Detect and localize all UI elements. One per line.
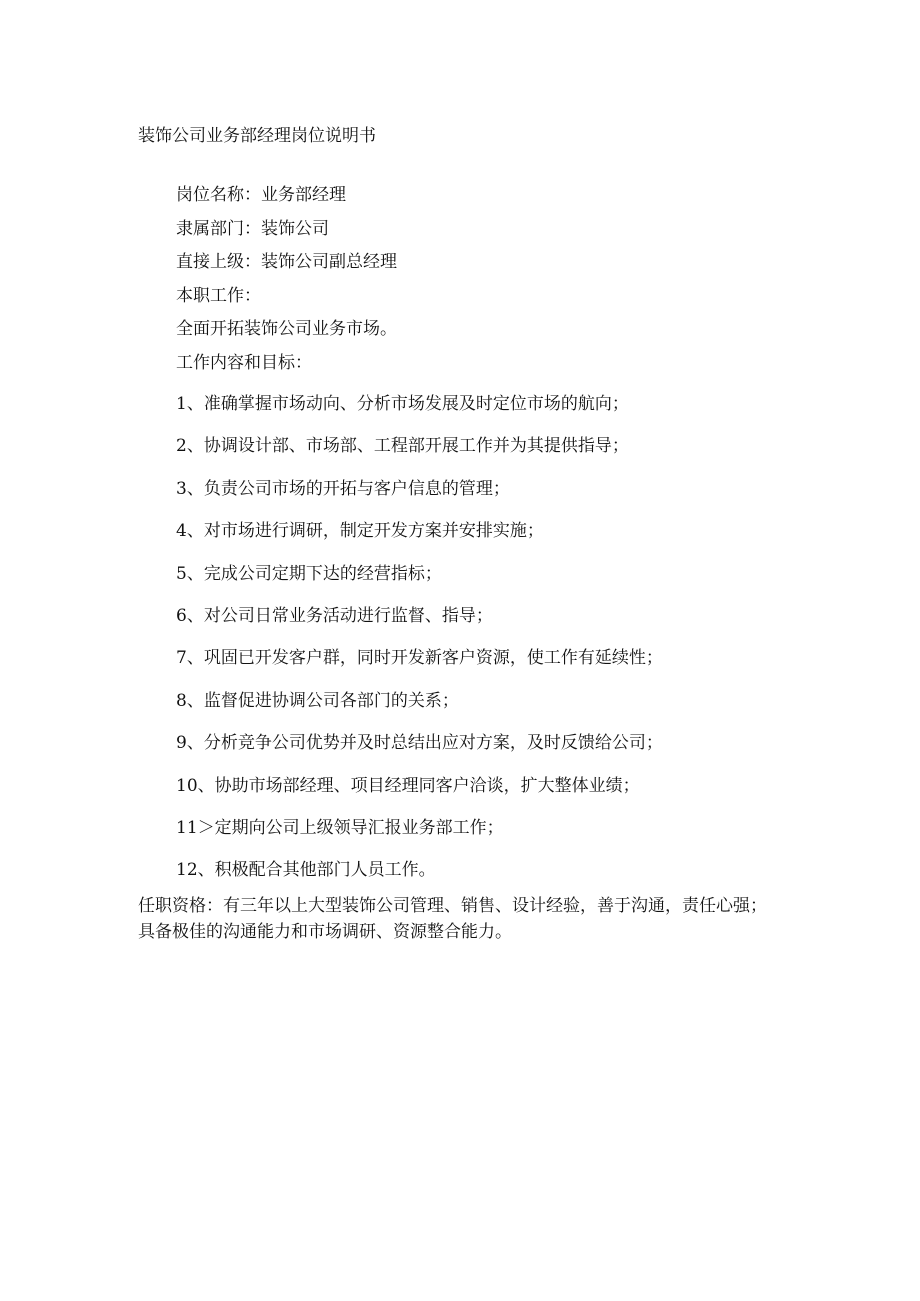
info-line-supervisor: 直接上级：装饰公司副总经理	[176, 252, 397, 272]
info-line-position-name: 岗位名称：业务部经理	[176, 185, 346, 205]
duty-item-4: 4、对市场进行调研，制定开发方案并安排实施；	[176, 521, 544, 542]
duty-item-1: 1、准确掌握市场动向、分析市场发展及时定位市场的航向；	[176, 394, 629, 414]
job-info-section	[176, 179, 776, 380]
duties-list	[176, 383, 776, 892]
document-title: 装饰公司业务部经理岗位说明书	[138, 126, 376, 146]
duty-item-9: 9、分析竞争公司优势并及时总结出应对方案，及时反馈给公司；	[176, 733, 663, 754]
info-line-duty-heading: 本职工作：	[176, 285, 261, 306]
info-line-duty-summary: 全面开拓装饰公司业务市场。	[176, 319, 397, 339]
info-line-department: 隶属部门：装饰公司	[176, 218, 329, 239]
duty-item-12: 12、积极配合其他部门人员工作。	[176, 860, 436, 881]
qualification-paragraph: 任职资格：有三年以上大型装饰公司管理、销售、设计经验，善于沟通，责任心强；具备极佳的沟通能力和市场调研、资源整合能力。	[138, 896, 767, 942]
duty-item-11: 11＞定期向公司上级领导汇报业务部工作；	[176, 818, 504, 839]
duty-item-6: 6、对公司日常业务活动进行监督、指导；	[176, 606, 493, 627]
duty-item-2: 2、协调设计部、市场部、工程部开展工作并为其提供指导；	[176, 436, 629, 457]
duty-item-5: 5、完成公司定期下达的经营指标；	[176, 563, 442, 584]
duty-item-3: 3、负责公司市场的开拓与客户信息的管理；	[176, 478, 510, 499]
duty-item-10: 10、协助市场部经理、项目经理同客户洽谈，扩大整体业绩；	[176, 775, 640, 796]
duty-item-7: 7、巩固已开发客户群，同时开发新客户资源，使工作有延续性；	[176, 648, 663, 669]
duty-item-8: 8、监督促进协调公司各部门的关系；	[176, 690, 459, 711]
info-line-goals-heading: 工作内容和目标：	[176, 352, 312, 373]
